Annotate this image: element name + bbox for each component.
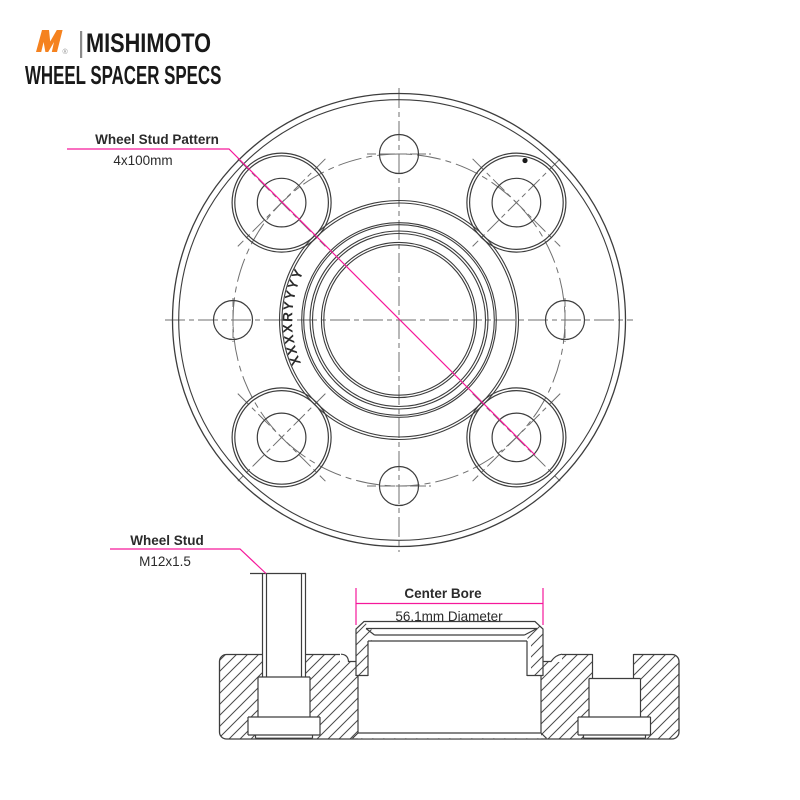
center-bore-label: Center Bore [404,586,482,601]
page-subtitle: WHEEL SPACER SPECS [25,60,222,90]
stud-pattern-leader-line [67,149,535,455]
wheel-stud-value: M12x1.5 [139,554,191,569]
mishimoto-logo-m-icon [36,30,63,52]
header [25,29,221,90]
wheel-stud-label: Wheel Stud [130,533,204,548]
index-dot [522,158,527,163]
stud-pattern-value: 4x100mm [113,153,173,168]
brand-name: MISHIMOTO [86,29,212,59]
front-view [165,88,633,552]
header-divider [80,31,82,58]
hub-marking-text: XXXXRYYYY [279,265,307,368]
centerlines [165,88,633,552]
registered-mark-icon: ® [62,49,68,56]
center-bore-value: 56.1mm Diameter [395,609,503,624]
stud-pattern-label: Wheel Stud Pattern [95,132,219,147]
annotations [95,132,503,624]
